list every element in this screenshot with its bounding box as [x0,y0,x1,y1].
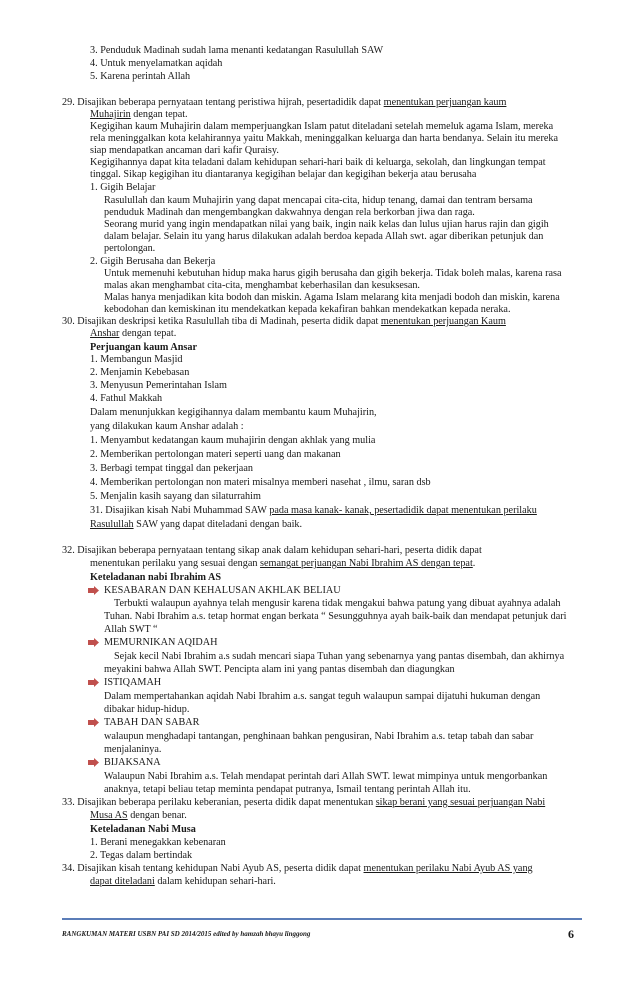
line-text: Kegigihannya dapat kita teladani dalam kehidupan sehari-hari baik di keluarga, sekolah, dan lingkungan tempat [90,157,546,168]
line-text: dibakar hidup-hidup. [104,704,190,715]
arrow-bullet-icon [88,758,99,767]
text-line [104,731,533,743]
footer-divider [62,918,582,920]
line-text: 4. Memberikan pertolongan non materi misalnya memberi nasehat , ilmu, saran dsb [90,477,431,488]
text-line [104,784,471,796]
line-text: 33. Disajikan beberapa perilaku keberanian, peserta didik dapat menentukan [62,797,376,808]
line-text: pertolongan. [104,243,156,254]
line-text: SAW yang dapat diteladani dengan baik. [133,519,303,530]
line-text: 4. Untuk menyelamatkan aqidah [90,58,223,69]
line-text: 3. Menyusun Pemerintahan Islam [90,380,227,391]
line-text: kebodohan dan kemiskinan itu mendekatkan kepada kekafiran bahkan mendekatkan kepada neraka. [104,304,511,315]
underlined-text: Musa AS [90,810,128,821]
text-line [90,558,475,570]
text-line [104,585,341,597]
line-text: 2. Memberikan pertolongan materi seperti uang dan makanan [90,449,341,460]
text-line [90,407,377,419]
line-text: 1. Membangun Masjid [90,354,183,365]
text-line [90,121,553,133]
line-text: Keteladanan nabi Ibrahim AS [90,572,222,583]
text-line [90,449,341,461]
text-line [104,268,561,280]
text-line [104,704,189,716]
line-text: 1. Berani menegakkan kebenaran [90,837,226,848]
line-text: MEMURNIKAN AQIDAH [104,637,218,648]
underlined-text: semangat perjuangan Nabi Ibrahim AS dengan tepat [260,558,473,569]
text-line [104,677,161,689]
line-text: Keteladanan Nabi Musa [90,824,196,835]
text-line [114,598,561,610]
text-line [104,280,420,292]
line-text: dalam kehidupan sehari-hari. [154,876,276,887]
line-text: 5. Menjalin kasih sayang dan silaturrahim [90,491,261,502]
text-line [90,837,226,849]
underlined-text: sikap berani yang sesuai perjuangan Nabi [375,797,546,808]
line-text: ISTIQAMAH [104,677,162,688]
line-text: tinggal. Sikap kegigihan itu diantaranya kegigihan belajar dan kegigihan bekerja atau berusaha [90,169,477,180]
text-line [104,304,511,316]
arrow-bullet-icon [88,678,99,687]
text-line [114,651,564,663]
line-text: Seorang murid yang ingin mendapatkan nilai yang baik, ingin naik kelas dan lulus ujian harus rajin dan gigih [104,219,549,230]
text-line [90,505,537,517]
arrow-bullet-icon [88,638,99,647]
line-text: Untuk memenuhi kebutuhan hidup maka harus gigih berusaha dan gigih bekerja. Tidak boleh malas, karena rasa [104,268,562,279]
text-line [62,545,482,557]
line-text: meyakini bahwa Allah SWT. Pencipta alam ini yang pantas disembah dan diagungkan [104,664,455,675]
text-line [104,664,455,676]
line-text: 29. Disajikan beberapa pernyataan tentang peristiwa hijrah, pesertadidik dapat [62,97,384,108]
text-line [90,109,188,121]
footer-text: RANGKUMAN MATERI USBN PAI SD 2014/2015 edited by hamzah bhayu linggong [62,930,311,938]
underlined-text: pada masa kanak- kanak, pesertadidik dapat menentukan perilaku [269,505,537,516]
text-line [90,572,221,584]
line-text: 31. Disajikan kisah Nabi Muhammad SAW [90,505,270,516]
text-line [90,58,222,70]
line-text: siap mendapatkan ancaman dari kafir Quraisy. [90,145,279,156]
line-text: Perjuangan kaum Ansar [90,342,197,353]
line-text: menjalaninya. [104,744,162,755]
text-line [104,292,560,304]
text-line [90,182,155,194]
underlined-text: menentukan perilaku Nabi Ayub AS yang [363,863,533,874]
text-line [62,797,545,809]
line-text: TABAH DAN SABAR [104,717,200,728]
text-line [90,824,196,836]
arrow-bullet-icon [88,718,99,727]
text-line [104,691,540,703]
text-line [104,757,161,769]
underlined-text: menentukan perjuangan Kaum [380,316,506,327]
line-text: penduduk Madinah dan mengembangkan dakwahnya dengan rela berkorban jiwa dan raga. [104,207,475,218]
text-line [90,169,476,181]
line-text: 4. Fathul Makkah [90,393,163,404]
line-text: BIJAKSANA [104,757,161,768]
line-text: malas akan menghambat cita-cita, menghambat keberhasilan dan kesuksesan. [104,280,420,291]
text-line [62,863,533,875]
line-text: Tuhan. Nabi Ibrahim a.s. tetap hormat engan berkata “ Sesungguhnya ayah baik-baik dan mendapat petunjuk dari [104,611,567,622]
line-text: Terbukti walaupun ayahnya telah mengusir karena tidak mengakui bahwa patung yang dibuat ayahnya adalah [114,598,561,609]
line-text: . [472,558,476,569]
line-text: Rasulullah dan kaum Muhajirin yang dapat mencapai cita-cita, hidup tenang, damai dan tentram bersama [104,195,533,206]
text-line [90,876,276,888]
text-line [90,342,197,354]
text-line [104,744,161,756]
line-text: Sejak kecil Nabi Ibrahim a.s sudah mencari siapa Tuhan yang sebenarnya yang pantas disembah, dan akhirnya [114,651,565,662]
text-line [90,45,383,57]
text-line [62,97,506,109]
line-text: 2. Gigih Berusaha dan Bekerja [90,256,216,267]
underlined-text: Rasulullah [90,519,134,530]
line-text: 30. Disajikan deskripsi ketika Rasulullah tiba di Madinah, peserta didik dapat [62,316,381,327]
line-text: 2. Menjamin Kebebasan [90,367,190,378]
line-text: anaknya, tetapi beliau tetap meminta pendapat putranya, Ismail tentang perintah Allah itu. [104,784,471,795]
line-text: Malas hanya menjadikan kita bodoh dan miskin. Agama Islam melarang kita menjadi bodoh dan miskin, karena [104,292,560,303]
line-text: Walaupun Nabi Ibrahim a.s. Telah mendapat perintah dari Allah SWT. lewat mimpinya untuk mengorbankan [104,771,548,782]
line-text: Kegigihan kaum Muhajirin dalam memperjuangkan Islam patut diteladani setelah memeluk agama Islam, mereka [90,121,554,132]
text-line [104,243,155,255]
line-text: Allah SWT “ [104,624,158,635]
text-line [90,256,215,268]
line-text: KESABARAN DAN KEHALUSAN AKHLAK BELIAU [104,585,341,596]
text-line [90,157,546,169]
line-text: Dalam mempertahankan aqidah Nabi Ibrahim a.s. sangat teguh walaupun sampai dijatuhi hukuman dengan [104,691,541,702]
text-line [90,367,189,379]
line-text: 32. Disajikan beberapa pernyataan tentang sikap anak dalam kehidupan sehari-hari, peserta didik dapat [62,545,482,556]
text-line [62,316,506,328]
line-text: 3. Berbagi tempat tinggal dan pekerjaan [90,463,253,474]
line-text: yang dilakukan kaum Anshar adalah : [90,421,244,432]
text-line [90,435,375,447]
text-line [90,393,162,405]
text-line [90,354,183,366]
line-text: dengan tepat. [119,328,177,339]
line-text: walaupun menghadapi tantangan, penghinaan bahkan pengusiran, Nabi Ibrahim a.s. tetap tabah dan sabar [104,731,534,742]
line-text: dalam belajar. Selain itu yang harus dilakukan adalah berdoa kepada Allah swt. agar diberikan petunjuk dan [104,231,544,242]
line-text: 34. Disajikan kisah tentang kehidupan Nabi Ayub AS, peserta didik dapat [62,863,364,874]
text-line [90,810,187,822]
text-line [90,380,227,392]
text-line [90,477,431,489]
line-text: menentukan perilaku yang sesuai dengan [90,558,261,569]
line-text: 3. Penduduk Madinah sudah lama menanti kedatangan Rasulullah SAW [90,45,384,56]
text-line [90,421,244,433]
text-line [104,611,566,623]
line-text: dengan tepat. [130,109,188,120]
text-line [90,145,279,157]
arrow-bullet-icon [88,586,99,595]
text-line [90,463,253,475]
text-line [104,195,533,207]
line-text: rela meninggalkan kota kelahirannya yaitu Makkah, meninggalkan keluarga dan harta bendanya. Selain itu mereka [90,133,558,144]
text-line [104,771,547,783]
text-line [90,850,192,862]
line-text: 2. Tegas dalam bertindak [90,850,193,861]
page-number: 6 [568,927,574,941]
line-text: dengan benar. [127,810,187,821]
line-text: 5. Karena perintah Allah [90,71,191,82]
text-line [90,328,176,340]
text-line [104,717,199,729]
text-line [104,637,217,649]
text-line [104,207,475,219]
line-text: 1. Menyambut kedatangan kaum muhajirin dengan akhlak yang mulia [90,435,376,446]
text-line [90,133,558,145]
line-text: Dalam menunjukkan kegigihannya dalam membantu kaum Muhajirin, [90,407,377,418]
underlined-text: Anshar [90,328,120,339]
text-line [90,519,302,531]
underlined-text: Muhajirin [90,109,131,120]
text-line [90,491,261,503]
text-line [104,231,543,243]
text-line [104,219,549,231]
line-text: 1. Gigih Belajar [90,182,156,193]
text-line [90,71,190,83]
underlined-text: menentukan perjuangan kaum [383,97,507,108]
text-line [104,624,158,636]
underlined-text: dapat diteladani [90,876,155,887]
